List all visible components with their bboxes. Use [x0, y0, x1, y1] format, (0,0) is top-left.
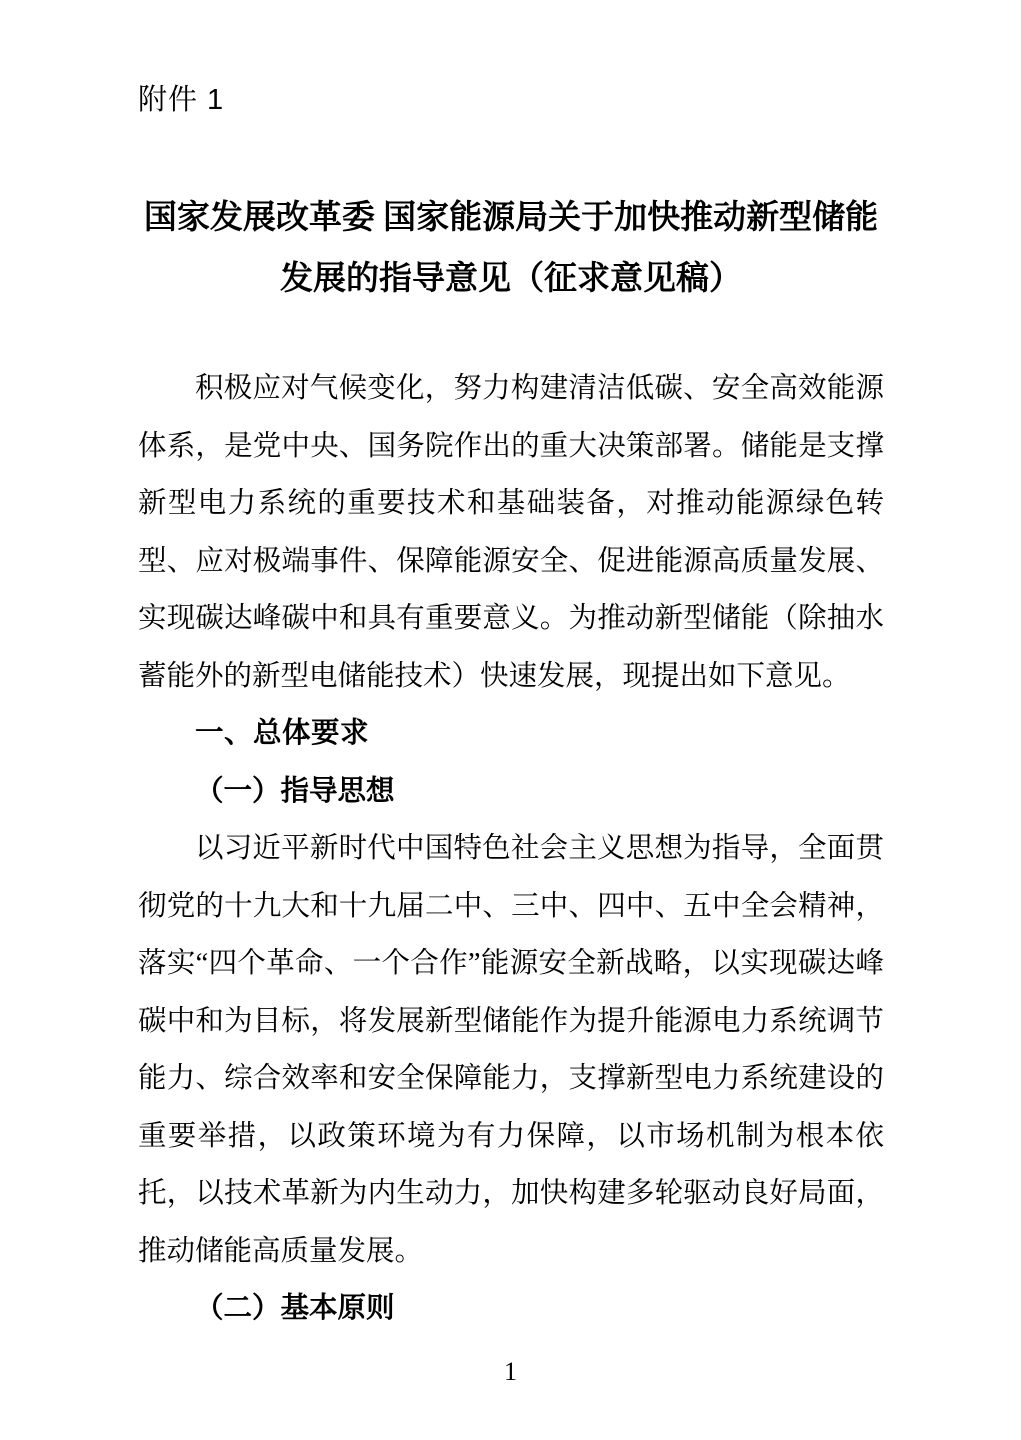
document-content [138, 0, 884, 1338]
subsection-heading-guiding-ideology: （一）指导思想 [195, 775, 395, 807]
document-title-line2: 发展的指导意见（征求意见稿） [280, 261, 742, 297]
intro-paragraph: 积极应对气候变化，努力构建清洁低碳、安全高效能源体系，是党中央、国务院作出的重大决策部署。储能是支撑新型电力系统的重要技术和基础装备，对推动能源绿色转型、应对极端事件、保障能源安全、促进能源高质量发展、实现碳达峰碳中和具有重要意义。为推动新型储能（除抽水蓄能外的新型电储能技术）快速发展，现提出如下意见。 [138, 373, 884, 692]
document-title-line1: 国家发展改革委 国家能源局关于加快推动新型储能 [143, 200, 879, 236]
document-title [138, 188, 884, 310]
document-body [138, 360, 884, 1338]
subsection-heading-basic-principles: （二）基本原则 [195, 1293, 395, 1324]
guiding-ideology-paragraph: 以习近平新时代中国特色社会主义思想为指导，全面贯彻党的十九大和十九届二中、三中、四中、五中全会精神，落实“四个革命、一个合作”能源安全新战略，以实现碳达峰碳中和为目标，将发展新型储能作为提升能源电力系统调节能力、综合效率和安全保障能力，支撑新型电力系统建设的重要举措，以政策环境为有力保障，以市场机制为根本依托，以技术革新为内生动力，加快构建多轮驱动良好局面，推动储能高质量发展。 [138, 833, 884, 1267]
section-heading-overall-requirements: 一、总体要求 [195, 717, 370, 749]
attachment-label: 附件 1 [138, 84, 225, 116]
page-number: 1 [504, 1357, 517, 1386]
